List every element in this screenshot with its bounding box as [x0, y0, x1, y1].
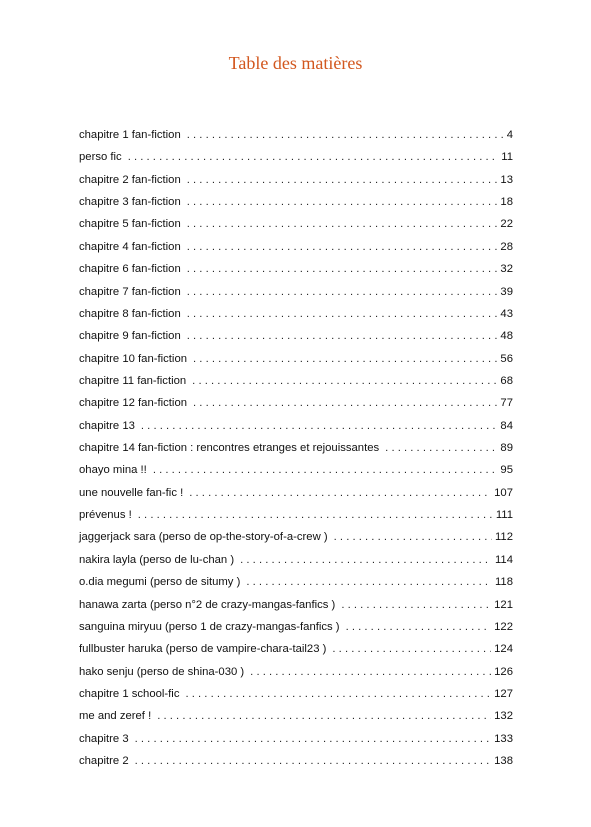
- toc-dot-leader: [187, 330, 498, 342]
- toc-dot-leader: [192, 375, 497, 387]
- toc-entry[interactable]: [79, 263, 513, 285]
- toc-entry-label: chapitre 9 fan-fiction: [79, 330, 181, 343]
- toc-entry-label: prévenus !: [79, 509, 132, 522]
- toc-entry[interactable]: [79, 353, 513, 375]
- toc-entry-page-number: 43: [500, 307, 513, 320]
- toc-entry-label: chapitre 7 fan-fiction: [79, 285, 181, 298]
- toc-entry-label: chapitre 14 fan-fiction : rencontres etranges et rejouissantes: [79, 442, 380, 455]
- toc-entry[interactable]: [79, 509, 513, 531]
- toc-entry[interactable]: [79, 688, 513, 710]
- toc-entry[interactable]: [79, 464, 513, 486]
- toc-list: [79, 129, 513, 777]
- toc-entry-page-number: 122: [494, 620, 513, 633]
- toc-entry-page-number: 133: [494, 732, 513, 745]
- toc-dot-leader: [187, 196, 498, 208]
- toc-dot-leader: [193, 397, 497, 409]
- toc-entry-label: jaggerjack sara (perso de op-the-story-of-a-crew ): [79, 531, 328, 544]
- toc-entry-page-number: 77: [500, 397, 513, 410]
- toc-entry-page-number: 18: [500, 196, 513, 209]
- toc-entry-page-number: 118: [494, 576, 513, 589]
- toc-dot-leader: [187, 308, 498, 320]
- toc-entry[interactable]: [79, 710, 513, 732]
- toc-dot-leader: [138, 509, 493, 521]
- toc-entry[interactable]: [79, 554, 513, 576]
- toc-entry[interactable]: [79, 666, 513, 688]
- toc-entry-page-number: 112: [494, 531, 513, 544]
- toc-dot-leader: [187, 286, 498, 298]
- toc-entry-label: chapitre 4 fan-fiction: [79, 240, 181, 253]
- toc-entry-label: me and zeref !: [79, 710, 152, 723]
- toc-entry-label: chapitre 3: [79, 732, 129, 745]
- toc-entry-page-number: 32: [500, 263, 513, 276]
- toc-entry-page-number: 22: [500, 218, 513, 231]
- toc-dot-leader: [346, 621, 492, 633]
- toc-entry[interactable]: [79, 218, 513, 240]
- toc-entry-label: hako senju (perso de shina-030 ): [79, 665, 245, 678]
- toc-dot-leader: [193, 353, 497, 365]
- toc-entry-page-number: 132: [494, 710, 513, 723]
- toc-entry-page-number: 13: [500, 173, 513, 186]
- toc-dot-leader: [246, 576, 492, 588]
- toc-entry-label: sanguina miryuu (perso 1 de crazy-mangas-fanfics ): [79, 620, 340, 633]
- toc-entry-page-number: 114: [494, 553, 513, 566]
- toc-entry-label: chapitre 6 fan-fiction: [79, 263, 181, 276]
- toc-dot-leader: [141, 420, 498, 432]
- toc-entry-page-number: 11: [501, 151, 513, 164]
- toc-dot-leader: [157, 710, 491, 722]
- toc-entry-label: chapitre 5 fan-fiction: [79, 218, 181, 231]
- toc-entry-page-number: 84: [500, 419, 513, 432]
- toc-dot-leader: [187, 218, 498, 230]
- toc-entry-page-number: 138: [494, 755, 513, 768]
- toc-entry-page-number: 68: [500, 374, 513, 387]
- toc-entry-page-number: 4: [506, 129, 513, 141]
- toc-entry-label: chapitre 2 fan-fiction: [79, 173, 181, 186]
- toc-entry[interactable]: [79, 733, 513, 755]
- toc-entry[interactable]: [79, 241, 513, 263]
- toc-entry[interactable]: [79, 397, 513, 419]
- toc-entry-label: chapitre 8 fan-fiction: [79, 307, 181, 320]
- toc-entry[interactable]: [79, 151, 513, 173]
- toc-entry-label: chapitre 2: [79, 755, 129, 768]
- toc-entry-page-number: 111: [495, 509, 513, 522]
- toc-dot-leader: [334, 531, 492, 543]
- toc-entry-label: ohayo mina !!: [79, 464, 147, 477]
- toc-entry-page-number: 126: [494, 665, 513, 678]
- toc-entry[interactable]: [79, 129, 513, 151]
- toc-dot-leader: [250, 666, 491, 678]
- toc-entry-page-number: 39: [500, 285, 513, 298]
- toc-entry-label: perso fic: [79, 151, 122, 164]
- toc-entry-page-number: 107: [494, 486, 513, 499]
- toc-entry-label: o.dia megumi (perso de situmy ): [79, 576, 241, 589]
- toc-dot-leader: [240, 554, 492, 566]
- toc-entry[interactable]: [79, 442, 513, 464]
- toc-dot-leader: [187, 174, 498, 186]
- toc-dot-leader: [185, 688, 491, 700]
- toc-entry[interactable]: [79, 375, 513, 397]
- toc-entry[interactable]: [79, 755, 513, 777]
- toc-entry[interactable]: [79, 174, 513, 196]
- toc-dot-leader: [385, 442, 497, 454]
- toc-entry[interactable]: [79, 643, 513, 665]
- toc-dot-leader: [135, 733, 492, 745]
- toc-entry-label: hanawa zarta (perso n°2 de crazy-mangas-fanfics ): [79, 598, 336, 611]
- toc-entry-page-number: 48: [500, 330, 513, 343]
- toc-entry[interactable]: [79, 330, 513, 352]
- toc-entry-label: une nouvelle fan-fic !: [79, 486, 184, 499]
- toc-entry-label: chapitre 1 fan-fiction: [79, 129, 181, 141]
- toc-entry[interactable]: [79, 286, 513, 308]
- toc-dot-leader: [128, 151, 499, 163]
- toc-entry-page-number: 124: [494, 643, 513, 656]
- toc-entry-label: chapitre 13: [79, 419, 135, 432]
- toc-entry[interactable]: [79, 308, 513, 330]
- toc-dot-leader: [135, 755, 492, 767]
- toc-entry-label: nakira layla (perso de lu-chan ): [79, 553, 235, 566]
- toc-dot-leader: [189, 487, 491, 499]
- toc-entry-label: chapitre 11 fan-fiction: [79, 374, 187, 387]
- toc-entry-page-number: 28: [500, 240, 513, 253]
- toc-entry-label: chapitre 12 fan-fiction: [79, 397, 188, 410]
- toc-entry[interactable]: [79, 420, 513, 442]
- toc-entry[interactable]: [79, 531, 513, 553]
- toc-entry-page-number: 56: [500, 352, 513, 365]
- toc-entry-label: fullbuster haruka (perso de vampire-chara-tail23 ): [79, 643, 327, 656]
- toc-entry[interactable]: [79, 196, 513, 218]
- toc-dot-leader: [187, 129, 504, 141]
- toc-entry[interactable]: [79, 576, 513, 598]
- toc-entry-page-number: 127: [494, 687, 513, 700]
- toc-entry-label: chapitre 1 school-fic: [79, 687, 180, 700]
- toc-entry[interactable]: [79, 487, 513, 509]
- toc-dot-leader: [153, 464, 498, 476]
- toc-dot-leader: [332, 643, 491, 655]
- toc-dot-leader: [187, 241, 498, 253]
- toc-entry-label: chapitre 10 fan-fiction: [79, 352, 188, 365]
- toc-entry[interactable]: [79, 621, 513, 643]
- toc-entry-page-number: 95: [500, 464, 513, 477]
- toc-dot-leader: [341, 599, 491, 611]
- toc-title: Table des matières: [228, 53, 363, 73]
- toc-dot-leader: [187, 263, 498, 275]
- toc-entry-label: chapitre 3 fan-fiction: [79, 196, 181, 209]
- toc-entry-page-number: 121: [494, 598, 513, 611]
- toc-entry[interactable]: [79, 599, 513, 621]
- toc-entry-page-number: 89: [500, 442, 513, 455]
